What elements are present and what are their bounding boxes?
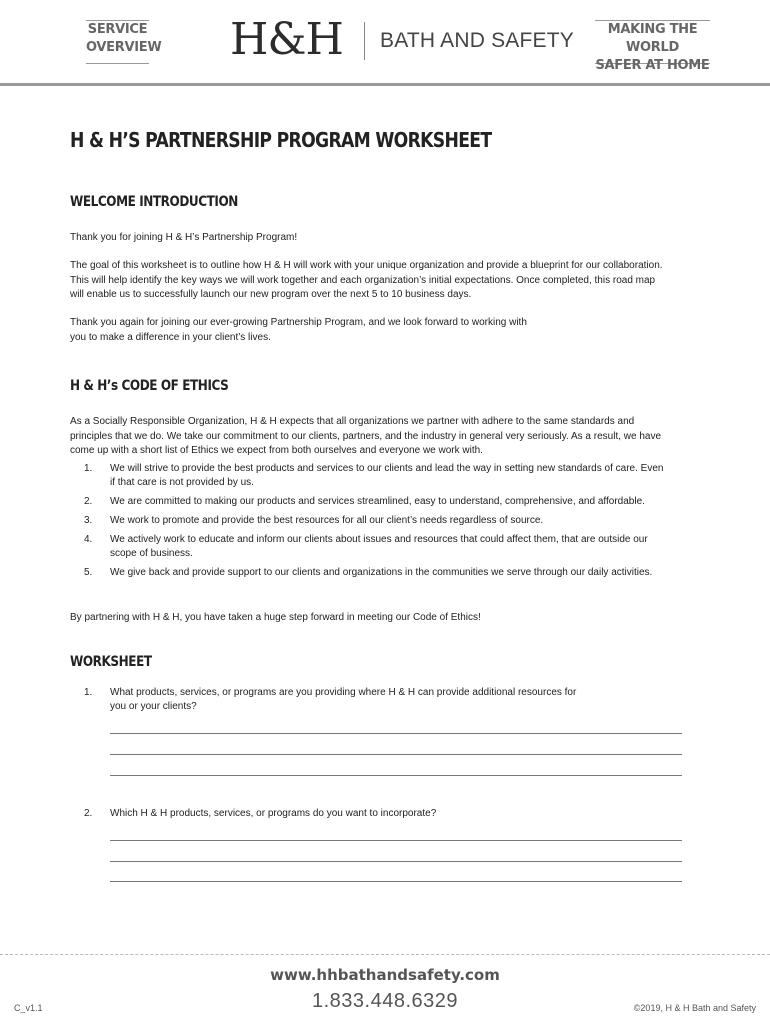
- list-number: 2.: [84, 496, 93, 507]
- list-item: [70, 566, 690, 580]
- list-item: [70, 533, 690, 561]
- question-text: What products, services, or programs are you providing where H & H can provide additional resources for you or your clients?: [110, 687, 577, 712]
- question-number: 2.: [84, 808, 93, 819]
- page-header: [0, 0, 770, 86]
- list-text: We actively work to educate and inform our clients about issues and resources that could affect them, that are outside our scope of business.: [110, 534, 648, 559]
- worksheet-heading: WORKSHEET: [70, 654, 152, 670]
- badge-line: SAFER AT HOME: [595, 58, 710, 73]
- welcome-paragraph: Thank you for joining H & H’s Partnership Program!: [70, 232, 298, 243]
- slogan-badge: [595, 20, 710, 73]
- list-text: We are committed to making our products and services streamlined, easy to understand, comprehensive, and affordable.: [110, 496, 645, 507]
- list-number: 4.: [84, 534, 93, 545]
- question-text: Which H & H products, services, or programs do you want to incorporate?: [110, 808, 437, 819]
- list-item: [70, 514, 690, 528]
- list-item: [70, 462, 690, 490]
- answer-line[interactable]: [110, 754, 682, 755]
- list-number: 5.: [84, 567, 93, 578]
- answer-line[interactable]: [110, 775, 682, 776]
- ethics-closing: By partnering with H & H, you have taken a huge step forward in meeting our Code of Ethics!: [70, 612, 481, 623]
- copyright-notice: ©2019, H & H Bath and Safety: [633, 1003, 756, 1013]
- list-text: We work to promote and provide the best resources for all our client’s needs regardless of source.: [110, 515, 544, 526]
- footer-phone: 1.833.448.6329: [311, 990, 459, 1012]
- logo-divider: [364, 22, 365, 60]
- list-text: We will strive to provide the best products and services to our clients and lead the way in setting new standards of care. Even if that care is not provided by us.: [110, 463, 664, 488]
- badge-line: MAKING THE WORLD: [607, 22, 698, 55]
- ethics-heading: H & H’s CODE OF ETHICS: [70, 378, 229, 394]
- welcome-heading: WELCOME INTRODUCTION: [70, 194, 238, 210]
- question-number: 1.: [84, 687, 93, 698]
- list-number: 3.: [84, 515, 93, 526]
- badge-line: SERVICE: [87, 22, 148, 37]
- worksheet-question: [70, 686, 690, 714]
- service-overview-badge: [86, 20, 162, 64]
- list-text: We give back and provide support to our clients and organizations in the communities we serve through our daily activities.: [110, 567, 653, 578]
- welcome-paragraph: Thank you again for joining our ever-growing Partnership Program, and we look forward to working with you to make a difference in your client’s lives.: [70, 317, 527, 343]
- answer-line[interactable]: [110, 861, 682, 862]
- answer-line[interactable]: [110, 733, 682, 734]
- ethics-intro: As a Socially Responsible Organization, H & H expects that all organizations we partner with adhere to the same standards and principles that we do. We take our commitment to our clients, partners, and the industry in general very seriously. As a result, we have come up with a short list of Ethics we expect from both ourselves and everyone we work with.: [70, 416, 662, 456]
- footer-website: www.hhbathandsafety.com: [270, 966, 500, 984]
- logo-tagline: BATH AND SAFETY: [380, 29, 574, 52]
- answer-line[interactable]: [110, 840, 682, 841]
- welcome-paragraph: The goal of this worksheet is to outline how H & H will work with your unique organization and provide a blueprint for our collaboration. This will help identify the key ways we will work together and each organization’s initial expectations. Once completed, this road map will enable us to successfully launch our new program over the next 5 to 10 business days.: [70, 260, 663, 300]
- header-rule: [0, 83, 770, 86]
- answer-line[interactable]: [110, 881, 682, 882]
- page-title: H & H’S PARTNERSHIP PROGRAM WORKSHEET: [70, 128, 492, 152]
- list-number: 1.: [84, 463, 93, 474]
- company-logo: H&H: [230, 14, 343, 65]
- ethics-list: [70, 462, 690, 585]
- list-item: [70, 495, 690, 509]
- worksheet-question: [70, 807, 690, 821]
- badge-line: OVERVIEW: [86, 40, 162, 55]
- footer-divider: [0, 954, 770, 955]
- version-label: C_v1.1: [14, 1003, 43, 1013]
